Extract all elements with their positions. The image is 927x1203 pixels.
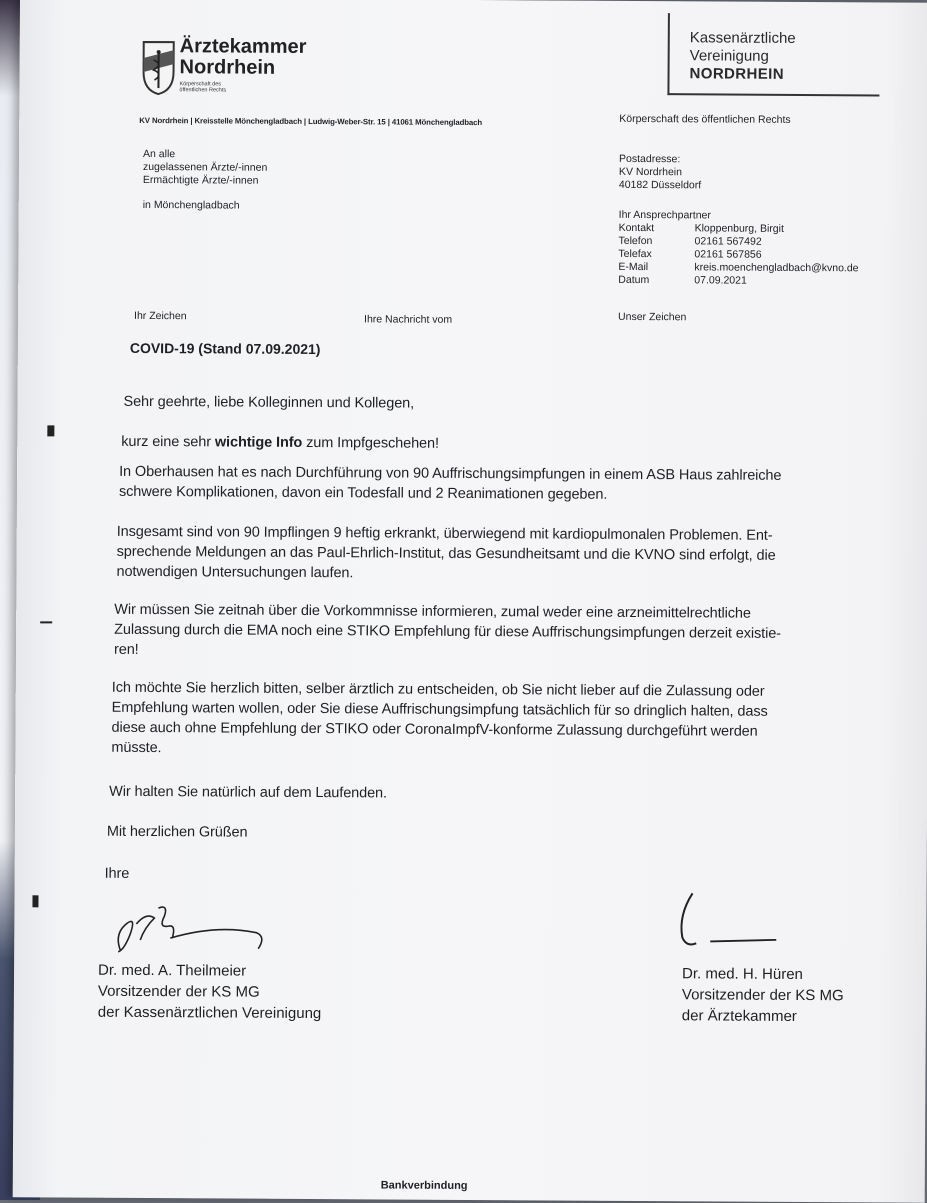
contact-key: Datum (618, 273, 650, 287)
paragraph-3 (114, 600, 781, 664)
recipient-block (143, 148, 268, 213)
intro-bold: wichtige Info (214, 434, 303, 451)
signature-left-block (98, 960, 322, 1024)
aekno-subtitle: Körperschaft des öffentlichen Rechts (179, 81, 227, 94)
postal-line: KV Nordrhein (618, 165, 683, 179)
kvno-name-line2: Vereinigung (689, 47, 769, 65)
signature-right-line: Vorsitzender der KS MG (681, 986, 844, 1005)
paragraph-line: Zulassung durch die EMA noch eine STIKO Empfehlung für diese Auffrischungsimpfungen derzeit existie- (114, 621, 781, 642)
contact-row (618, 274, 858, 288)
letter-intro (121, 432, 439, 454)
kvno-name-line1: Kassenärztliche (689, 29, 796, 47)
signature-right-line: Dr. med. H. Hüren (682, 965, 803, 984)
recipient-line: An alle (143, 147, 176, 161)
ref-unser-zeichen: Unser Zeichen (618, 310, 687, 324)
postal-block (619, 153, 702, 193)
signature-left-icon (106, 894, 276, 959)
aekno-name-line1: Ärztekammer (179, 35, 307, 58)
intro-text: zum Impfgeschehen! (302, 434, 439, 452)
letter-page (13, 0, 927, 1203)
aekno-brand (179, 36, 306, 94)
contact-title: Ihr Ansprechpartner (618, 208, 711, 222)
signature-right-block (682, 963, 844, 1027)
signature-left-line: Dr. med. A. Theilmeier (98, 961, 247, 980)
contact-key: E-Mail (618, 260, 649, 274)
letter-ihre: Ihre (104, 865, 130, 882)
paragraph-line: müsste. (111, 739, 162, 757)
margin-mark (32, 895, 38, 907)
recipient-place: in Mönchengladbach (142, 198, 240, 212)
contact-block (618, 209, 859, 288)
letter-closing: Mit herzlichen Grüßen (106, 823, 248, 841)
margin-mark (40, 621, 52, 623)
aekno-name-line2: Nordrhein (179, 56, 276, 79)
paragraph-line: Empfehlung warten wollen, oder Sie diese Auffrischungsimpfung tatsächlich für so dringlich halten, dass (111, 699, 768, 720)
paragraph-4 (111, 678, 767, 762)
paragraph-line: ren! (113, 641, 139, 658)
signature-right-line: der Ärztekammer (681, 1007, 797, 1025)
contact-value: 02161 567856 (694, 248, 762, 261)
intro-text: kurz eine sehr (121, 433, 215, 451)
paragraph-line: Insgesamt sind von 90 Impflingen 9 heftig erkrankt, überwiegend mit kardiopulmonalen Problemen. Ent- (116, 523, 773, 544)
paragraph-line: notwendigen Untersuchungen laufen. (116, 563, 354, 582)
ref-ihr-zeichen: Ihr Zeichen (134, 309, 187, 323)
kvno-name-line3: NORDRHEIN (689, 65, 785, 83)
signature-right-icon (666, 885, 796, 956)
contact-key: Kontakt (618, 221, 655, 235)
paragraph-line: schwere Komplikationen, davon ein Todesfall und 2 Reanimationen gegeben. (118, 483, 608, 503)
sender-line: KV Nordrhein | Kreisstelle Mönchengladbach | Ludwig-Weber-Str. 15 | 41061 Mönchengladbach (139, 115, 483, 128)
contact-value: kreis.moenchengladbach@kvno.de (694, 261, 859, 275)
signature-left-line: Vorsitzender der KS MG (97, 982, 260, 1001)
paragraph-line: Ich möchte Sie herzlich bitten, selber ärztlich zu entscheiden, ob Sie nicht lieber auf die Zulassung oder (111, 679, 765, 700)
postal-label: Postadresse: (618, 152, 681, 166)
letter-salutation: Sehr geehrte, liebe Kolleginnen und Kollegen, (123, 393, 415, 412)
contact-value: Kloppenburg, Birgit (694, 222, 784, 235)
contact-key: Telefax (618, 247, 652, 261)
letter-subject: COVID-19 (Stand 07.09.2021) (129, 339, 321, 358)
aekno-crest-icon (141, 38, 175, 96)
paragraph-2 (116, 522, 775, 586)
koerperschaft-label: Körperschaft des öffentlichen Rechts (619, 112, 791, 126)
recipient-line: Ermächtigte Ärzte/-innen (142, 173, 259, 187)
recipient-line: zugelassenen Ärzte/-innen (142, 160, 268, 174)
contact-key: Telefon (618, 234, 653, 248)
postal-line: 40182 Düsseldorf (618, 178, 702, 192)
paragraph-1 (119, 462, 782, 506)
contact-value: 02161 567492 (694, 235, 762, 248)
paragraph-5: Wir halten Sie natürlich auf dem Laufenden. (109, 783, 388, 802)
signature-left-line: der Kassenärztlichen Vereinigung (97, 1003, 322, 1023)
paragraph-line: sprechende Meldungen an das Paul-Ehrlich-Institut, das Gesundheitsamt und die KVNO sind erfolgt, die (116, 543, 776, 564)
ref-ihre-nachricht: Ihre Nachricht vom (364, 313, 453, 326)
paragraph-line: Wir müssen Sie zeitnah über die Vorkommnisse informieren, zumal weder eine arzneimittelrechtliche (114, 601, 751, 622)
kvno-logo-box (667, 13, 879, 96)
footer-bank-label: Bankverbindung (380, 1179, 468, 1192)
aekno-logo (141, 38, 175, 101)
paragraph-line: In Oberhausen hat es nach Durchführung von 90 Auffrischungsimpfungen in einem ASB Haus zahlreiche (119, 463, 782, 484)
paragraph-line: diese auch ohne Empfehlung der STIKO oder CoronaImpfV-konforme Zulassung durchgeführt werden (111, 719, 758, 740)
contact-value: 07.09.2021 (694, 274, 747, 287)
margin-mark (47, 425, 54, 436)
